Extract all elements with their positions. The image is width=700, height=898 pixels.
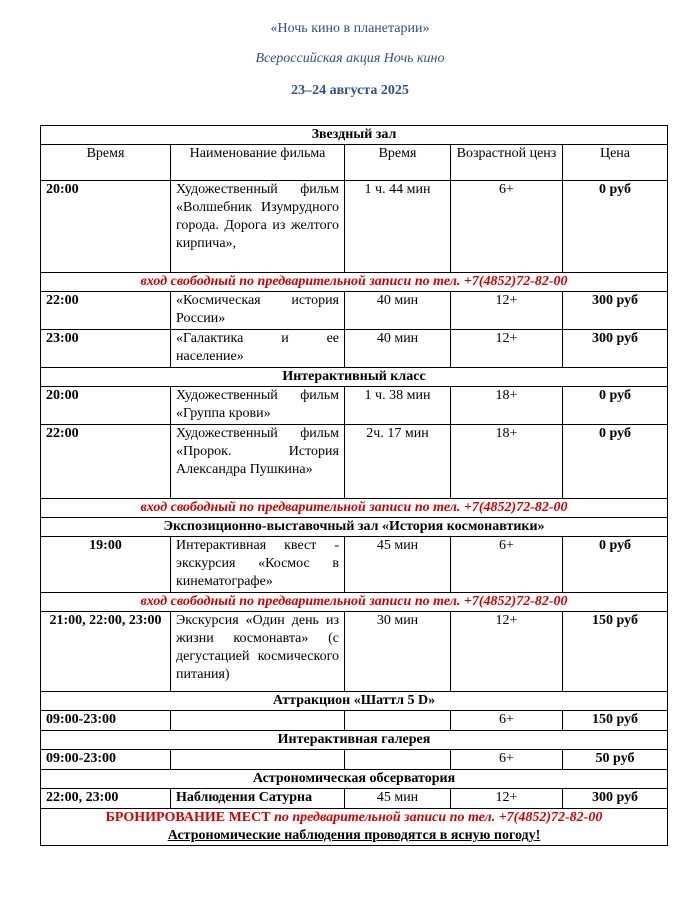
row-duration: 40 мин [345, 330, 451, 368]
table-row [41, 537, 668, 593]
free-entry-note: вход свободный по предварительной записи по тел. +7(4852)72-82-00 [41, 273, 668, 292]
weather-note: Астрономические наблюдения проводятся в ясную погоду! [167, 828, 541, 843]
table-row [41, 330, 668, 368]
section-title-gallery: Интерактивная галерея [41, 731, 668, 750]
section-header-row [41, 731, 668, 750]
column-header-row [41, 145, 668, 181]
row-time: 22:00, 23:00 [41, 789, 171, 809]
row-film: «Космическая история России» [171, 292, 345, 330]
row-price: 0 руб [563, 181, 668, 273]
note-row [41, 273, 668, 292]
row-age: 6+ [451, 537, 563, 593]
section-header-row [41, 518, 668, 537]
row-price: 300 руб [563, 330, 668, 368]
column-header-duration: Время [345, 145, 451, 181]
row-price: 150 руб [563, 612, 668, 692]
row-film [171, 750, 345, 770]
row-duration: 1 ч. 44 мин [345, 181, 451, 273]
table-row [41, 292, 668, 330]
column-header-price: Цена [563, 145, 668, 181]
row-time: 22:00 [41, 425, 171, 499]
row-time: 20:00 [41, 181, 171, 273]
row-duration: 30 мин [345, 612, 451, 692]
row-film: Художественный фильм «Пророк. История Александра Пушкина» [171, 425, 345, 499]
page-subtitle: Всероссийская акция Ночь кино [255, 51, 445, 66]
row-age: 12+ [451, 789, 563, 809]
row-price: 150 руб [563, 711, 668, 731]
row-age: 6+ [451, 750, 563, 770]
row-film: Наблюдения Сатурна [171, 789, 345, 809]
row-film: Художественный фильм «Группа крови» [171, 387, 345, 425]
section-header-row [41, 692, 668, 711]
section-title-shuttle: Аттракцион «Шаттл 5 D» [41, 692, 668, 711]
row-duration [345, 750, 451, 770]
row-duration [345, 711, 451, 731]
row-time: 19:00 [41, 537, 171, 593]
table-row [41, 425, 668, 499]
row-duration: 1 ч. 38 мин [345, 387, 451, 425]
booking-footer [41, 809, 668, 846]
section-header-row [41, 770, 668, 789]
table-row [41, 750, 668, 770]
section-title-exhibition-hall: Экспозиционно-выставочный зал «История космонавтики» [41, 518, 668, 537]
event-dates: 23–24 августа 2025 [291, 83, 409, 98]
row-age: 18+ [451, 387, 563, 425]
section-header-row [41, 126, 668, 145]
row-price: 300 руб [563, 789, 668, 809]
footer-row [41, 809, 668, 846]
booking-phone-text: по предварительной записи по тел. +7(4852)72-82-00 [274, 810, 603, 825]
row-price: 0 руб [563, 425, 668, 499]
table-row [41, 181, 668, 273]
section-header-row [41, 368, 668, 387]
row-time: 23:00 [41, 330, 171, 368]
row-age: 6+ [451, 181, 563, 273]
row-age: 12+ [451, 612, 563, 692]
row-age: 6+ [451, 711, 563, 731]
row-film: «Галактика и ее население» [171, 330, 345, 368]
row-duration: 45 мин [345, 537, 451, 593]
row-time: 09:00-23:00 [41, 711, 171, 731]
row-film [171, 711, 345, 731]
row-price: 0 руб [563, 537, 668, 593]
section-title-star-hall: Звездный зал [41, 126, 668, 145]
row-age: 12+ [451, 330, 563, 368]
column-header-age: Возрастной ценз [451, 145, 563, 181]
row-film: Интерактивная квест - экскурсия «Космос в кинематографе» [171, 537, 345, 593]
row-time: 09:00-23:00 [41, 750, 171, 770]
table-row [41, 711, 668, 731]
row-price: 300 руб [563, 292, 668, 330]
row-price: 50 руб [563, 750, 668, 770]
row-duration: 2ч. 17 мин [345, 425, 451, 499]
free-entry-note: вход свободный по предварительной записи по тел. +7(4852)72-82-00 [41, 593, 668, 612]
row-film: Художественный фильм «Волшебник Изумрудного города. Дорога из желтого кирпича», [171, 181, 345, 273]
column-header-time: Время [41, 145, 171, 181]
row-price: 0 руб [563, 387, 668, 425]
row-time: 22:00 [41, 292, 171, 330]
note-row [41, 499, 668, 518]
row-duration: 45 мин [345, 789, 451, 809]
table-row [41, 612, 668, 692]
section-title-observatory: Астрономическая обсерватория [41, 770, 668, 789]
row-film: Экскурсия «Один день из жизни космонавта» (с дегустацией космического питания) [171, 612, 345, 692]
schedule-table [40, 125, 668, 846]
row-time: 21:00, 22:00, 23:00 [41, 612, 171, 692]
free-entry-note: вход свободный по предварительной записи по тел. +7(4852)72-82-00 [41, 499, 668, 518]
row-age: 12+ [451, 292, 563, 330]
note-row [41, 593, 668, 612]
booking-label: БРОНИРОВАНИЕ МЕСТ [105, 810, 271, 825]
page-title: «Ночь кино в планетарии» [270, 21, 430, 36]
row-time: 20:00 [41, 387, 171, 425]
row-duration: 40 мин [345, 292, 451, 330]
column-header-film: Наименование фильма [171, 145, 345, 181]
table-row [41, 789, 668, 809]
table-row [41, 387, 668, 425]
row-age: 18+ [451, 425, 563, 499]
section-title-interactive-class: Интерактивный класс [41, 368, 668, 387]
